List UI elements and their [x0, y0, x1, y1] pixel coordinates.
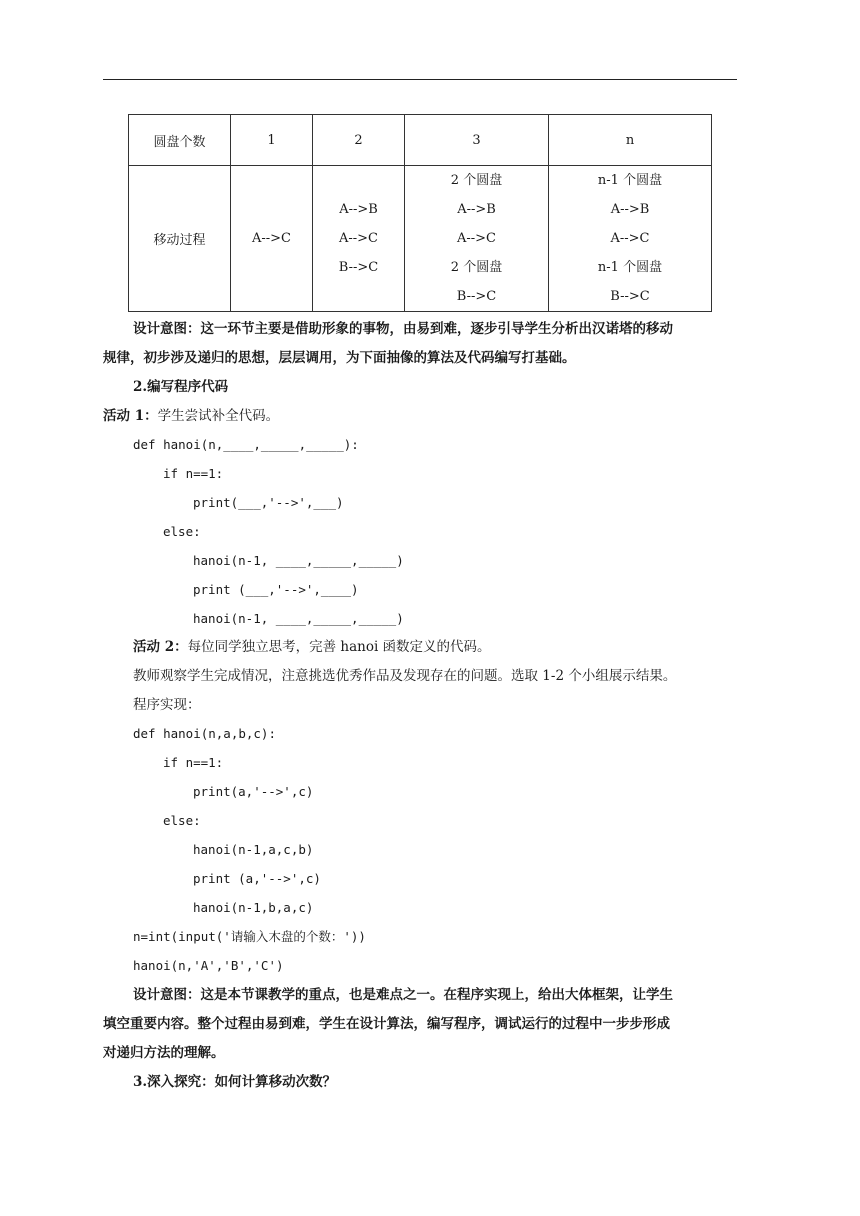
code-line: n=int(input('请输入木盘的个数：'))	[133, 929, 366, 944]
design-intent-2-line-3: 对递归方法的理解。	[103, 1045, 225, 1061]
code-line: if n==1:	[163, 755, 224, 770]
teacher-observation: 教师观察学生完成情况，注意挑选优秀作品及发现存在的问题。选取 1-2 个小组展示结果。	[133, 668, 677, 684]
move-line: 2 个圆盘	[450, 173, 503, 188]
code-line: def hanoi(n,____,_____,_____):	[133, 437, 359, 452]
move-line: A-->C	[610, 231, 650, 246]
activity-1-text: 学生尝试补全代码。	[157, 408, 280, 424]
section-2-heading: 2.编写程序代码	[133, 379, 229, 395]
row-label-moves: 移动过程	[129, 166, 231, 312]
moves-cell-1	[231, 166, 313, 312]
move-line: n-1 个圆盘	[597, 260, 663, 275]
activity-1	[103, 406, 279, 426]
move-line: B-->C	[610, 289, 650, 304]
header-rule	[103, 79, 737, 80]
activity-2-label: 活动 2：	[133, 639, 188, 655]
move-line: A-->C	[456, 231, 496, 246]
code-line: hanoi(n-1,b,a,c)	[193, 900, 314, 915]
hanoi-moves-table	[128, 114, 712, 312]
header-cell-n: n	[549, 115, 712, 166]
activity-2	[133, 637, 491, 657]
code-line: hanoi(n-1,a,c,b)	[193, 842, 314, 857]
code-line: if n==1:	[163, 466, 224, 481]
header-cell-2: 2	[313, 115, 405, 166]
moves-cell-n	[549, 166, 712, 312]
design-intent-1-line-1: 设计意图：这一环节主要是借助形象的事物，由易到难，逐步引导学生分析出汉诺塔的移动	[133, 321, 673, 337]
code-line: print(___,'-->',___)	[193, 495, 344, 510]
moves-cell-3	[405, 166, 549, 312]
implementation-label: 程序实现：	[133, 697, 201, 713]
move-line: A-->B	[457, 202, 496, 217]
design-intent-2-line-1: 设计意图：这是本节课教学的重点，也是难点之一。在程序实现上，给出大体框架，让学生	[133, 987, 673, 1003]
header-cell-disk-count: 圆盘个数	[129, 115, 231, 166]
code-line: else:	[163, 813, 201, 828]
move-line: n-1 个圆盘	[597, 173, 663, 188]
move-line: B-->C	[338, 260, 379, 275]
code-line: hanoi(n-1, ____,_____,_____)	[193, 553, 404, 568]
move-line: A-->C	[338, 231, 378, 246]
code-line: def hanoi(n,a,b,c):	[133, 726, 276, 741]
code-line: print (___,'-->',____)	[193, 582, 359, 597]
move-line: B-->C	[456, 289, 497, 304]
table-moves-row	[129, 166, 712, 312]
header-cell-1: 1	[231, 115, 313, 166]
moves-cell-2	[313, 166, 405, 312]
move-line: A-->C	[251, 231, 291, 246]
code-line: print (a,'-->',c)	[193, 871, 321, 886]
move-line: A-->B	[610, 202, 650, 217]
section-3-heading: 3.深入探究：如何计算移动次数？	[133, 1074, 337, 1090]
code-line: else:	[163, 524, 201, 539]
design-intent-1-line-2: 规律，初步涉及递归的思想，层层调用，为下面抽像的算法及代码编写打基础。	[103, 350, 576, 366]
header-cell-3: 3	[405, 115, 549, 166]
design-intent-2-line-2: 填空重要内容。整个过程由易到难，学生在设计算法，编写程序，调试运行的过程中一步步形成	[103, 1016, 670, 1032]
code-line: print(a,'-->',c)	[193, 784, 314, 799]
table-header-row	[129, 115, 712, 166]
activity-2-text: 每位同学独立思考，完善 hanoi 函数定义的代码。	[187, 639, 491, 655]
code-line: hanoi(n-1, ____,_____,_____)	[193, 611, 404, 626]
move-line: 2 个圆盘	[450, 260, 503, 275]
activity-1-label: 活动 1：	[103, 408, 158, 424]
move-line: A-->B	[339, 202, 378, 217]
code-line: hanoi(n,'A','B','C')	[133, 958, 284, 973]
